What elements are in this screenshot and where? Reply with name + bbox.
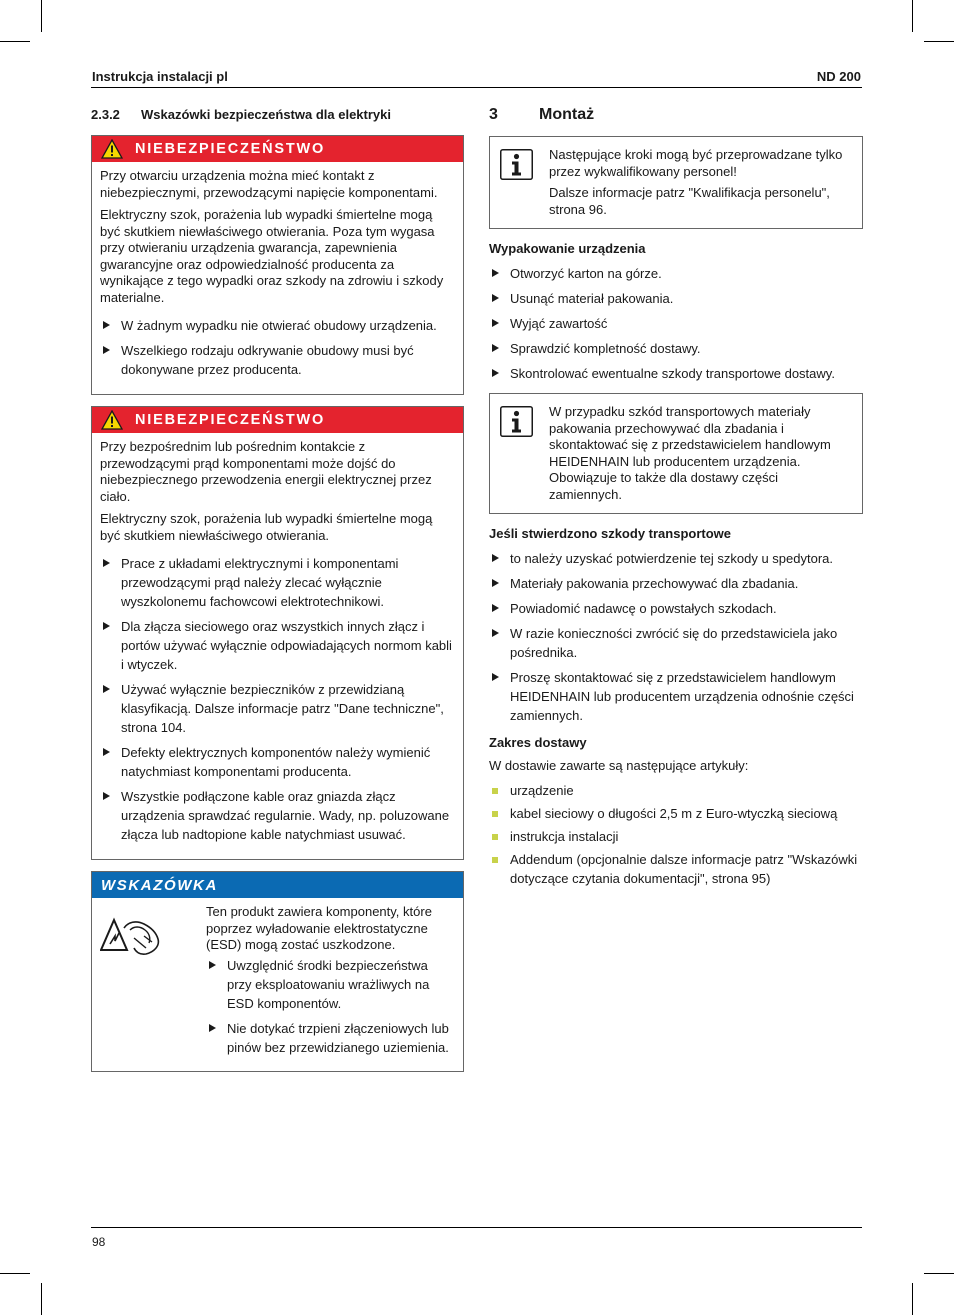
danger-title: NIEBEZPIECZEŃSTWO (135, 412, 326, 428)
bullet-arrow-icon (492, 344, 499, 352)
bullet-arrow-icon (492, 673, 499, 681)
danger-box-1 (91, 135, 464, 395)
list-item: Usunąć materiał pakowania. (489, 289, 863, 308)
list-item: Skontrolować ewentualne szkody transportowe dostawy. (489, 364, 863, 383)
esd-warning-icon (100, 914, 162, 958)
chapter-title: Montaż (539, 106, 595, 123)
list-item: instrukcja instalacji (489, 827, 863, 846)
tip-box (91, 871, 464, 1072)
section-title: Wskazówki bezpieczeństwa dla elektryki (141, 107, 391, 122)
subheading-damage: Jeśli stwierdzono szkody transportowe (489, 526, 731, 541)
bullet-arrow-icon (103, 346, 110, 354)
tip-body (92, 898, 463, 1071)
unpack-list (489, 264, 863, 383)
danger-box-2 (91, 406, 464, 860)
warning-triangle-icon (101, 410, 123, 430)
tip-list (206, 956, 453, 1057)
tip-paragraph: Ten produkt zawiera komponenty, które poprzez wyładowanie elektrostatyczne (ESD) mogą zostać uszkodzone. (206, 904, 432, 952)
info-text (549, 147, 854, 218)
crop-mark (41, 1283, 42, 1315)
bullet-arrow-icon (209, 961, 216, 969)
danger-title: NIEBEZPIECZEŃSTWO (135, 141, 326, 157)
list-item: W razie konieczności zwrócić się do przedstawiciela jako pośrednika. (489, 624, 863, 662)
bullet-arrow-icon (492, 604, 499, 612)
crop-mark (912, 0, 913, 32)
list-item: Defekty elektrycznych komponentów należy wymienić natychmiast komponentami producenta. (100, 743, 454, 781)
list-item: W żadnym wypadku nie otwierać obudowy urządzenia. (100, 316, 454, 335)
list-item: Wszystkie podłączone kable oraz gniazda złącz urządzenia sprawdzać regularnie. Wady, np. poluzowane złącza lub nadtopione kable natychmiast usuwać. (100, 787, 454, 844)
crop-mark (41, 0, 42, 32)
bullet-square-icon (492, 857, 498, 863)
warning-triangle-icon (101, 139, 123, 159)
bullet-arrow-icon (103, 321, 110, 329)
danger-body (92, 162, 463, 394)
header-doc-title: Instrukcja instalacji pl (92, 69, 228, 84)
crop-mark (0, 41, 30, 42)
info-text (549, 404, 854, 503)
chapter-heading (489, 106, 863, 124)
bullet-arrow-icon (492, 269, 499, 277)
header-model: ND 200 (816, 69, 861, 84)
list-item: Proszę skontaktować się z przedstawicielem handlowym HEIDENHAIN lub producentem urządzenia odnośnie części zamiennych. (489, 668, 863, 725)
list-item: Materiały pakowania przechowywać dla zbadania. (489, 574, 863, 593)
list-item: Prace z układami elektrycznymi i komponentami przewodzącymi prąd należy zlecać wyłącznie wyszkolonemu fachowcowi elektrotechnikowi. (100, 554, 454, 611)
bullet-arrow-icon (492, 579, 499, 587)
crop-mark (924, 1273, 954, 1274)
bullet-arrow-icon (103, 685, 110, 693)
info-paragraph: Dalsze informacje patrz "Kwalifikacja personelu", strona 96. (549, 185, 830, 217)
bullet-arrow-icon (103, 559, 110, 567)
info-icon (500, 406, 533, 437)
list-item: Addendum (opcjonalnie dalsze informacje patrz "Wskazówki dotyczące czytania dokumentacji", strona 95) (489, 850, 863, 888)
info-box-2 (489, 393, 863, 514)
bullet-arrow-icon (492, 369, 499, 377)
bullet-square-icon (492, 788, 498, 794)
list-item: Nie dotykać trzpieni złączeniowych lub pinów bez przewidzianego uziemienia. (206, 1019, 453, 1057)
bullet-arrow-icon (209, 1024, 216, 1032)
right-column (489, 100, 863, 892)
info-box-1 (489, 136, 863, 229)
tip-title: WSKAZÓWKA (101, 876, 218, 894)
damage-list (489, 549, 863, 725)
list-item: Wyjąć zawartość (489, 314, 863, 333)
section-heading (91, 107, 464, 122)
scope-intro: W dostawie zawarte są następujące artykuły: (489, 758, 749, 773)
bullet-arrow-icon (492, 319, 499, 327)
left-column (91, 100, 464, 1083)
bullet-arrow-icon (492, 554, 499, 562)
danger-paragraph: Elektryczny szok, porażenia lub wypadki śmiertelne mogą być skutkiem niewłaściwego otwierania. (100, 511, 433, 543)
list-item: Powiadomić nadawcę o powstałych szkodach. (489, 599, 863, 618)
section-number: 2.3.2 (91, 107, 120, 122)
list-item: kabel sieciowy o długości 2,5 m z Euro-wtyczką sieciową (489, 804, 863, 823)
scope-list (489, 781, 863, 888)
danger-bar (92, 136, 463, 162)
info-paragraph: W przypadku szkód transportowych materiały pakowania przechowywać dla zbadania i skontaktować się z przedstawicielem handlowym HEIDENHAIN lub producentem urządzenia. Obowiązuje to także dla dostawy części zamiennych. (549, 404, 831, 502)
danger-list (100, 316, 454, 379)
bullet-arrow-icon (103, 792, 110, 800)
crop-mark (924, 41, 954, 42)
list-item: Używać wyłącznie bezpieczników z przewidzianą klasyfikacją. Dalsze informacje patrz "Dane techniczne", strona 104. (100, 680, 454, 737)
list-item: to należy uzyskać potwierdzenie tej szkody u spedytora. (489, 549, 863, 568)
list-item: Sprawdzić kompletność dostawy. (489, 339, 863, 358)
list-item: Otworzyć karton na górze. (489, 264, 863, 283)
bullet-arrow-icon (492, 294, 499, 302)
subheading-scope: Zakres dostawy (489, 735, 587, 750)
bullet-square-icon (492, 834, 498, 840)
bullet-arrow-icon (103, 622, 110, 630)
crop-mark (912, 1283, 913, 1315)
danger-paragraph: Przy otwarciu urządzenia można mieć kontakt z niebezpiecznymi, przewodzącymi napięcie komponentami. (100, 168, 438, 200)
footer-rule (91, 1227, 862, 1228)
danger-list (100, 554, 454, 844)
info-paragraph: Następujące kroki mogą być przeprowadzane tylko przez wykwalifikowany personel! (549, 147, 843, 179)
tip-text (206, 904, 453, 1063)
page-number: 98 (92, 1235, 106, 1249)
list-item: Wszelkiego rodzaju odkrywanie obudowy musi być dokonywane przez producenta. (100, 341, 454, 379)
header-rule (91, 87, 862, 88)
chapter-number: 3 (489, 106, 498, 123)
list-item: urządzenie (489, 781, 863, 800)
bullet-arrow-icon (492, 629, 499, 637)
subheading-unpack: Wypakowanie urządzenia (489, 241, 646, 256)
list-item: Uwzględnić środki bezpieczeństwa przy eksploatowaniu wrażliwych na ESD komponentów. (206, 956, 453, 1013)
info-icon (500, 149, 533, 180)
danger-bar (92, 407, 463, 433)
danger-body (92, 433, 463, 859)
tip-bar (92, 872, 463, 898)
bullet-square-icon (492, 811, 498, 817)
crop-mark (0, 1273, 30, 1274)
danger-paragraph: Przy bezpośrednim lub pośrednim kontakcie z przewodzącymi prąd komponentami może dojść do niebezpiecznego przewodzenia energii elektrycznej przez ciało. (100, 439, 432, 504)
bullet-arrow-icon (103, 748, 110, 756)
danger-paragraph: Elektryczny szok, porażenia lub wypadki śmiertelne mogą być skutkiem niewłaściwego otwierania. Poza tym wygasa przy otwieraniu urządzenia gwarancja, zapewnienia gwarancyjne oraz odpowiedzialność producenta za wynikające z tego wypadki oraz szkody na zdrowiu i szkody materialne. (100, 207, 444, 305)
list-item: Dla złącza sieciowego oraz wszystkich innych złącz i portów używać wyłącznie odpowiadających normom kabli i wtyczek. (100, 617, 454, 674)
